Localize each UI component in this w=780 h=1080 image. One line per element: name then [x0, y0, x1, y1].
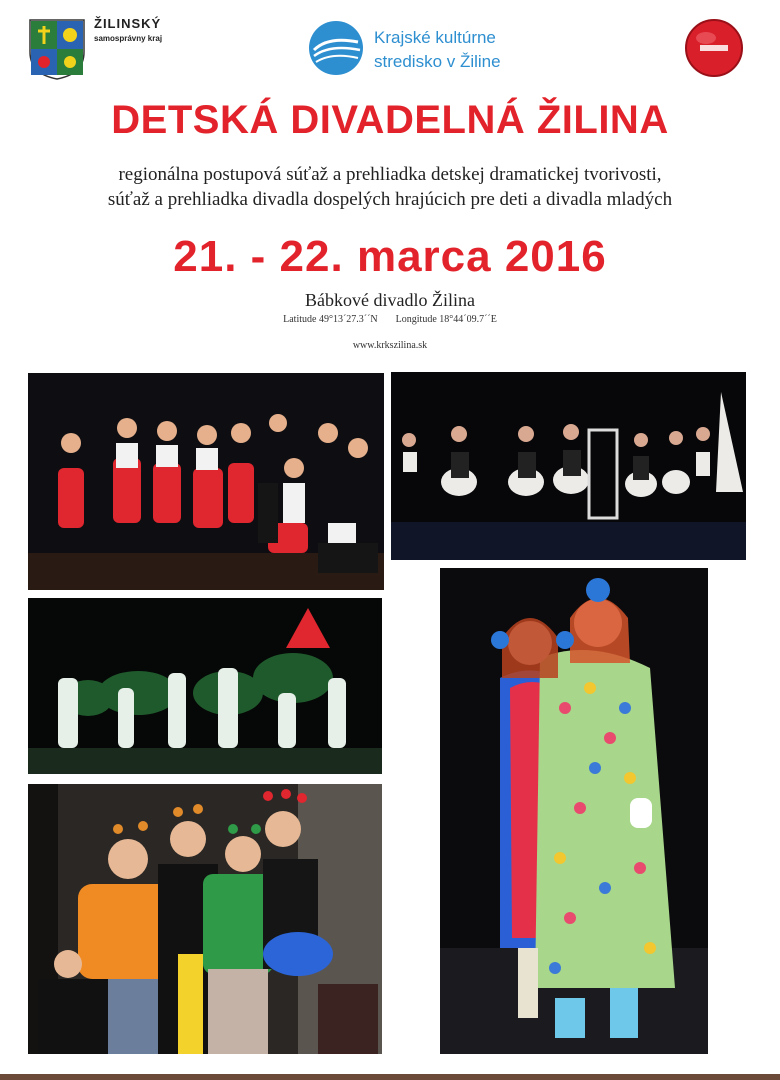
region-name: ŽILINSKÝ	[94, 16, 162, 31]
region-subtitle: samosprávny kraj	[94, 34, 163, 43]
org-name-line2: stredisko v Žiline	[374, 52, 501, 71]
website-link[interactable]: www.krkszilina.sk	[352, 340, 428, 351]
org-name-line1: Krajské kultúrne	[374, 28, 496, 47]
photo-children-red-costumes	[28, 373, 384, 590]
event-date: 21. - 22. marca 2016	[173, 232, 607, 281]
subtitle-line-1: regionálna postupová súťaž a prehliadka detskej dramatickej tvorivosti,	[118, 164, 662, 185]
kks-wave-logo-icon	[308, 20, 364, 76]
photo-stage-dancers	[391, 372, 746, 560]
latitude: Latitude 49°13´27.3´´N	[283, 314, 378, 325]
photo-children-antennae	[28, 784, 382, 1054]
venue-coordinates	[0, 314, 780, 325]
photo-two-costumed-girls	[440, 568, 708, 1054]
longitude: Longitude 18°44´09.7´´E	[395, 314, 497, 325]
event-title: DETSKÁ DIVADELNÁ ŽILINA	[111, 98, 669, 142]
coat-of-arms-icon	[28, 18, 86, 80]
event-subtitle	[0, 162, 780, 212]
red-badge-icon	[684, 18, 744, 78]
bottom-rule	[0, 1074, 780, 1080]
photo-green-dancers	[28, 598, 382, 774]
event-venue: Bábkové divadlo Žilina	[305, 290, 475, 310]
subtitle-line-2: súťaž a prehliadka divadla dospelých hrajúcich pre deti a divadla mladých	[107, 189, 673, 210]
